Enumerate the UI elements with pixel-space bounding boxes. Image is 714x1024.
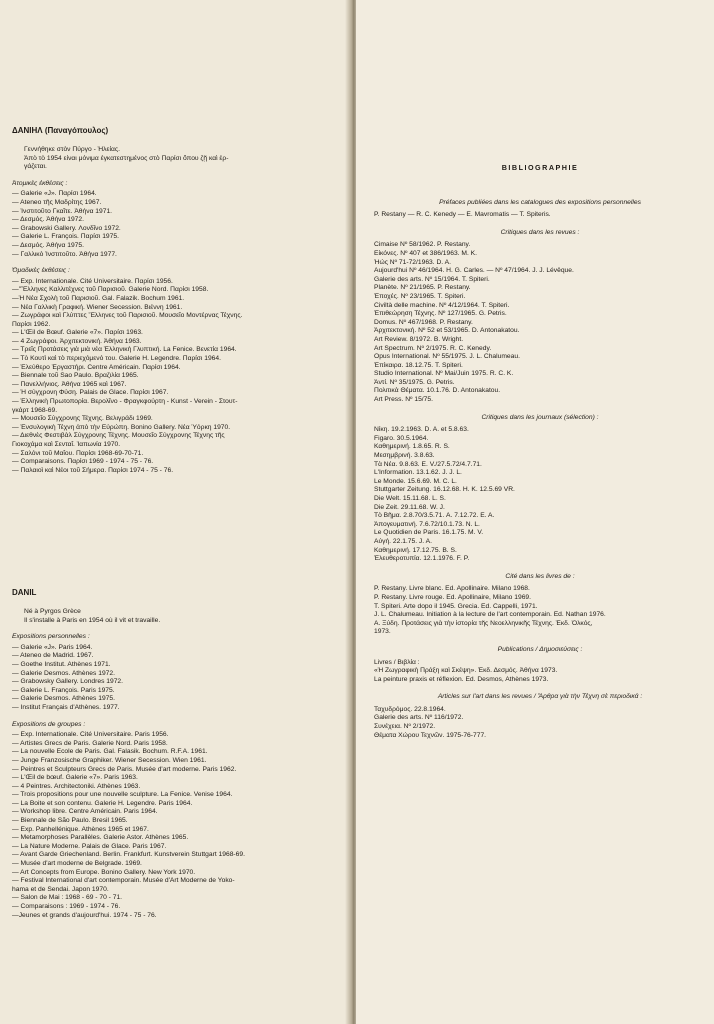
list-item: Civiltà delle machine. Nº 4/12/1964. T. Spiteri.	[374, 301, 510, 309]
list-item: γκάρτ 1968-69.	[12, 406, 58, 414]
list-item: — L'Œil de Bœuf. Galerie «7». Παρίσι 1963.	[12, 329, 143, 337]
list-item: — Τὸ Κουτὶ καὶ τὸ περιεχόμενό του. Galerie H. Legendre. Παρίσι 1964.	[12, 355, 221, 363]
list-item: — Exp. Internationale. Cité Universitaire. Paris 1956.	[12, 731, 169, 739]
bibliography-section	[374, 164, 706, 740]
greek-bio-line: γάζεται.	[24, 163, 47, 171]
list-item: — Metamorphoses Parallèles. Galerie Astor. Athènes 1965.	[12, 834, 189, 842]
list-item: — Μουσεῖο Σύγχρονης Τέχνης. Βελιγράδι 1969.	[12, 415, 153, 423]
list-item: Art Spectrum. Nº 2/1975. R. C. Kenedy.	[374, 344, 492, 352]
bibliography-title: BIBLIOGRAPHIE	[501, 164, 579, 172]
list-item: Νίκη. 19.2.1963. D. A. et 5.8.63.	[374, 426, 469, 434]
list-item: — Festival International d'art contemporain. Musée d'Art Moderne de Yoko-	[12, 877, 235, 885]
list-item: — Τρεῖς Προτάσεις γιὰ μιὰ νέα Ἑλληνικὴ Γλυπτική. La Fenice. Βενετία 1964.	[12, 346, 237, 354]
list-item: — Exp. Panhellénique. Athènes 1965 et 1967.	[12, 825, 149, 833]
french-bio-line: Il s'installe à Paris en 1954 où il vit et travaille.	[24, 616, 161, 624]
list-item: Αὐγή. 22.1.75. J. A.	[374, 537, 432, 545]
list-item: — Peintres et Sculpteurs Grecs de Paris. Musée d'art moderne. Paris 1962.	[12, 765, 237, 773]
list-item: —"Ἕλληνες Καλλιτέχνες τοῦ Παρισιοῦ. Galerie Nord. Παρίσι 1958.	[12, 286, 209, 294]
greek-section	[12, 126, 347, 475]
list-item: Ἀρχιτεκτονική. Nº 52 et 53/1965. D. Antonakatou.	[374, 327, 520, 335]
list-item: 1973.	[374, 628, 391, 636]
list-item: Galerie des arts. Nº 116/1972.	[374, 714, 464, 722]
list-item: P. Restany. Livre blanc. Ed. Apollinaire. Milano 1968.	[374, 585, 530, 593]
list-item: hama et de Sendai. Japon 1970.	[12, 885, 109, 893]
reviews-heading: Critiques dans les revues :	[500, 228, 580, 236]
books-heading: Cité dans les livres de :	[505, 572, 575, 580]
list-item: Τὸ Βῆμα. 2.8.70/3.5.71. A. 7.12.72. E. A.	[374, 512, 495, 520]
list-item: — Junge Franzosische Graphiker. Wiener Secession. Wien 1961.	[12, 756, 207, 764]
list-item: — Galerie «J». Παρίσι 1964.	[12, 190, 97, 198]
list-item: — Grabowsky Gallery. Londres 1972.	[12, 678, 124, 686]
list-item: A. Ξύδη. Προτάσεις γιὰ τὴν ἱστορία τῆς Νεοελληνικῆς Τέχνης. Ἐκδ. Ὀλκός,	[374, 619, 593, 627]
list-item: Παρίσι 1962.	[12, 320, 51, 328]
list-item: — Biennale τοῦ Sao Paulo. Βραζιλία 1965.	[12, 372, 139, 380]
list-item: Le Quotidien de Paris. 16.1.75. M. V.	[374, 529, 484, 537]
list-item: Opus International. Nº 55/1975. J. L. Chalumeau.	[374, 353, 520, 361]
list-item: Πολιτικὰ Θέματα. 10.1.76. D. Antonakatou.	[374, 387, 501, 395]
articles-heading: Articles sur l'art dans les revues / Ἄρθρα γιὰ τὴν Τέχνη σὲ περιοδικά :	[437, 693, 643, 701]
list-item: Die Zeit. 29.11.68. W. J.	[374, 503, 445, 511]
list-item: — La nouvelle Ecole de Paris. Gal. Falasik. Bochum. R.F.A. 1961.	[12, 748, 208, 756]
list-item: — Galerie Desmos. Athènes 1972.	[12, 669, 115, 677]
publications-heading: Publications / Δημοσιεύσεις :	[497, 645, 583, 653]
list-item: — Νέα Γαλλικὴ Γραφική. Wiener Secession. Βιέννη 1961.	[12, 303, 183, 311]
list-item: — Galerie L. François. Παρίσι 1975.	[12, 233, 119, 241]
list-item: — Comparaisons : 1969 - 1974 - 76.	[12, 903, 121, 910]
list-item: La peinture praxis et réflexion. Ed. Desmos, Athènes 1973.	[374, 675, 549, 683]
list-item: — La Nature Moderne. Palais de Glace. Paris 1967.	[12, 842, 167, 850]
list-item: — Goethe Institut. Athènes 1971.	[12, 660, 111, 668]
list-item: Καθημερινή. 17.12.75. B. S.	[374, 546, 457, 554]
list-item: Planète. Nº 21/1965. P. Restany.	[374, 284, 471, 292]
right-page	[356, 0, 714, 1024]
list-item: Ἐλευθεροτυπία. 12.1.1976. F. P.	[374, 555, 470, 563]
list-item: — Musée d'art moderne de Belgrade. 1969.	[12, 860, 142, 868]
list-item: — Biennale de São Paulo. Bresil 1965.	[12, 817, 128, 825]
list-item: — Ateneo τῆς Μαδρίτης 1967.	[12, 198, 102, 206]
publications-list	[374, 667, 706, 684]
list-item: — Salon de Mai : 1968 - 69 - 70 - 71.	[12, 894, 123, 902]
list-item: Καθημερινή. 1.8.65. R. S.	[374, 443, 450, 451]
list-item: Studio International. Nº Mai/Juin 1975. R. C. K.	[374, 370, 514, 378]
list-item: — Πανελλήνιος. Ἀθήνα 1965 καὶ 1967.	[12, 380, 127, 388]
list-item: — La Boite et son contenu. Galerie H. Legendre. Paris 1964.	[12, 799, 193, 807]
list-item: Ἐποχές. Nº 23/1965. T. Spiteri.	[374, 292, 466, 300]
list-item: Figaro. 30.5.1964.	[374, 434, 429, 442]
french-solo-list	[12, 644, 347, 713]
articles-list	[374, 706, 706, 740]
french-group-heading: Expositions de groupes :	[12, 720, 86, 728]
french-group-list	[12, 731, 347, 920]
list-item: — Ἐνσυλογικὴ Τέχνη ἀπὸ τὴν Εὐρώπη. Bonino Gallery. Νέα Ὑόρκη 1970.	[12, 423, 231, 431]
list-item: — Comparaisons. Παρίσι 1969 - 1974 - 75 - 76.	[12, 458, 154, 466]
list-item: Ἀπογευματινή. 7.6.72/10.1.73. N. L.	[374, 520, 480, 528]
list-item: — Γαλλικὸ Ἰνστιτοῦτο. Ἀθήνα 1977.	[12, 250, 117, 258]
list-item: — Exp. Internationale. Cité Universitaire. Παρίσι 1956.	[12, 277, 173, 285]
greek-bio-line: Γεννήθηκε στὸν Πύργο - Ἠλείας.	[24, 146, 120, 153]
greek-group-heading: Ὁμαδικὲς ἐκθέσεις :	[12, 267, 70, 275]
prefaces-authors: P. Restany — R. C. Kenedy — E. Mavromatis — T. Spiteris.	[374, 211, 551, 219]
list-item: Γιοκοχάμα καὶ Σενταΐ. Ἰαπωνία 1970.	[12, 441, 121, 448]
left-page	[0, 0, 350, 1024]
list-item: — Ἑλληνικὴ Πρωτοπορία. Βερολῖνο - Φραγκφούρτη - Kunst - Verein - Στουτ-	[12, 398, 238, 406]
list-item: — Artistes Grecs de Paris. Galerie Nord. Paris 1958.	[12, 739, 168, 747]
french-bio-line: Né à Pyrgos Grèce	[24, 608, 81, 615]
list-item: Ἐπίκαιρα. 18.12.75. T. Spiteri.	[374, 361, 463, 369]
list-item: Art Press. Nº 15/75.	[374, 396, 433, 404]
list-item: — Ateneo de Madrid. 1967.	[12, 652, 94, 660]
list-item: — Δεσμός. Ἀθήνα 1972.	[12, 216, 84, 224]
list-item: Θέματα Χώρου Τεχνῶν. 1975-76-777.	[374, 731, 487, 739]
list-item: — Παλαιοὶ καὶ Νέοι τοῦ Σήμερα. Παρίσι 1974 - 75 - 76.	[12, 466, 174, 474]
french-artist-name: DANIL	[12, 588, 37, 597]
list-item: — L'Œil de bœuf. Galerie «7». Paris 1963.	[12, 774, 138, 782]
list-item: — Trois propositions pour une nouvelle sculpture. La Fenice. Venise 1964.	[12, 791, 233, 799]
list-item: Εἰκόνες. Nº 407 et 386/1963. M. K.	[374, 249, 477, 257]
list-item: Cimaise Nº 58/1962. P. Restany.	[374, 241, 471, 249]
greek-solo-list	[12, 190, 347, 259]
list-item: — Ἐλεύθερο Ἐργαστήρι. Centre Américain. Παρίσι 1964.	[12, 363, 181, 371]
books-list	[374, 585, 706, 637]
list-item: Ἐπιθεώρηση Τέχνης. Nº 127/1965. G. Petris.	[374, 310, 507, 318]
list-item: Συνέχεια. Nº 2/1972.	[374, 723, 436, 731]
list-item: T. Spiteri. Arte dopo il 1945. Grecia. Ed. Cappelli, 1971.	[374, 602, 538, 610]
list-item: — Galerie L. François. Paris 1975.	[12, 686, 115, 694]
list-item: J. L. Chalumeau. Initiation à la lecture de l'art contemporain. Ed. Nathan 1976.	[374, 611, 606, 619]
reviews-list	[374, 241, 706, 404]
list-item: — Δεσμός. Ἀθήνα 1975.	[12, 241, 84, 249]
french-section	[12, 588, 347, 920]
list-item: Galerie des arts. Nº 15/1964. T. Spiteri.	[374, 275, 490, 283]
list-item: Le Monde. 15.6.69. M. C. L.	[374, 477, 457, 485]
list-item: — Σαλόνι τοῦ Μαΐου. Παρίσι 1968-69-70-71.	[12, 449, 144, 457]
greek-artist-name: ΔΑΝΙΗΛ (Παναγόπουλος)	[12, 126, 109, 135]
list-item: Τὰ Νέα. 9.8.63. E. V./27.5.72/4.7.71.	[374, 460, 482, 468]
list-item: «Ἡ Ζωγραφικὴ Πράξη καὶ Σκέψη». Ἐκδ. Δεσμός. Ἀθήνα 1973.	[374, 667, 558, 675]
list-item: Aujourd'hui Nº 46/1964. H. G. Carles. — Nº 47/1964. J. J. Lévêque.	[374, 267, 574, 275]
french-bio	[12, 608, 347, 625]
list-item: — Ἡ σύγχρονη Φύση. Palais de Glace. Παρίσι 1967.	[12, 389, 169, 397]
list-item: — Avant Garde Griechenland. Berlin. Frankfurt. Kunstverein Stuttgart 1968-69.	[12, 851, 245, 859]
list-item: Stuttgarter Zeitung. 16.12.68. H. K. 12.5.69 VR.	[374, 486, 515, 494]
journals-heading: Critiques dans les journaux (sélection) :	[481, 413, 599, 421]
list-item: — Διεθνὲς Φεστιβὰλ Σύγχρονης Τέχνης. Μουσεῖο Σύγχρονης Τέχνης τῆς	[12, 432, 225, 440]
list-item: — Institut Français d'Athènes. 1977.	[12, 703, 120, 711]
list-item: Die Welt. 15.11.68. L. S.	[374, 495, 446, 502]
french-solo-heading: Expositions personnelles :	[12, 633, 90, 641]
prefaces-heading: Préfaces publiées dans les catalogues des expositions personnelles	[439, 198, 641, 206]
greek-group-list	[12, 278, 347, 476]
greek-solo-heading: Ἀτομικὲς ἐκθέσεις :	[12, 179, 68, 187]
list-item: — Workshop libre. Centre Américain. Paris 1964.	[12, 808, 158, 816]
list-item: Ἀντί. Nº 35/1975. G. Petris.	[374, 378, 455, 386]
journals-list	[374, 426, 706, 564]
list-item: — Galerie «J». Paris 1964.	[12, 643, 93, 651]
list-item: Domus. Nº 467/1968. P. Restany.	[374, 318, 473, 326]
list-item: — Galerie Desmos. Athènes 1975.	[12, 695, 115, 703]
greek-bio-line: Ἀπὸ τὸ 1954 εἶναι μόνιμα ἐγκατεστημένος στὸ Παρίσι ὅπου ζῇ καὶ ἐρ-	[24, 154, 229, 162]
list-item: — Art Concepts from Europe. Bonino Gallery. New York 1970.	[12, 868, 196, 876]
list-item: Art Review. 8/1972. B. Wright.	[374, 335, 464, 343]
list-item: — 4 Ζωγράφοι. Ἀρχιτεκτονική. Ἀθήνα 1963.	[12, 337, 142, 345]
list-item: — 4 Peintres. Architectoniki. Athènes 1963.	[12, 782, 141, 790]
list-item: Ἠώς Nº 71-72/1963. D. A.	[374, 258, 451, 266]
list-item: Μεσημβρινή. 3.8.63.	[374, 452, 435, 460]
list-item: —Jeunes et grands d'aujourd'hui. 1974 - 75 - 76.	[12, 911, 157, 919]
list-item: — Grabowski Gallery. Λονδῖνο 1972.	[12, 224, 121, 232]
list-item: — Ἰνστιτοῦτο Γκαῖτε. Ἀθήνα 1971.	[12, 207, 113, 215]
list-item: L'Information. 13.1.62. J. J. L.	[374, 469, 462, 477]
list-item: —Ἡ Νέα Σχολὴ τοῦ Παρισιοῦ. Gal. Falazik. Bochum 1961.	[12, 294, 185, 302]
publications-subheading: Livres / Βιβλία :	[374, 658, 420, 666]
list-item: Ταχυδρόμος. 22.8.1964.	[374, 705, 446, 713]
list-item: — Ζωγράφοι καὶ Γλύπτες Ἕλληνες τοῦ Παρισιοῦ. Μουσεῖο Μοντέρνας Τέχνης.	[12, 312, 243, 320]
greek-bio	[12, 146, 347, 172]
list-item: P. Restany. Livre rouge. Ed. Apollinaire, Milano 1969.	[374, 593, 531, 601]
